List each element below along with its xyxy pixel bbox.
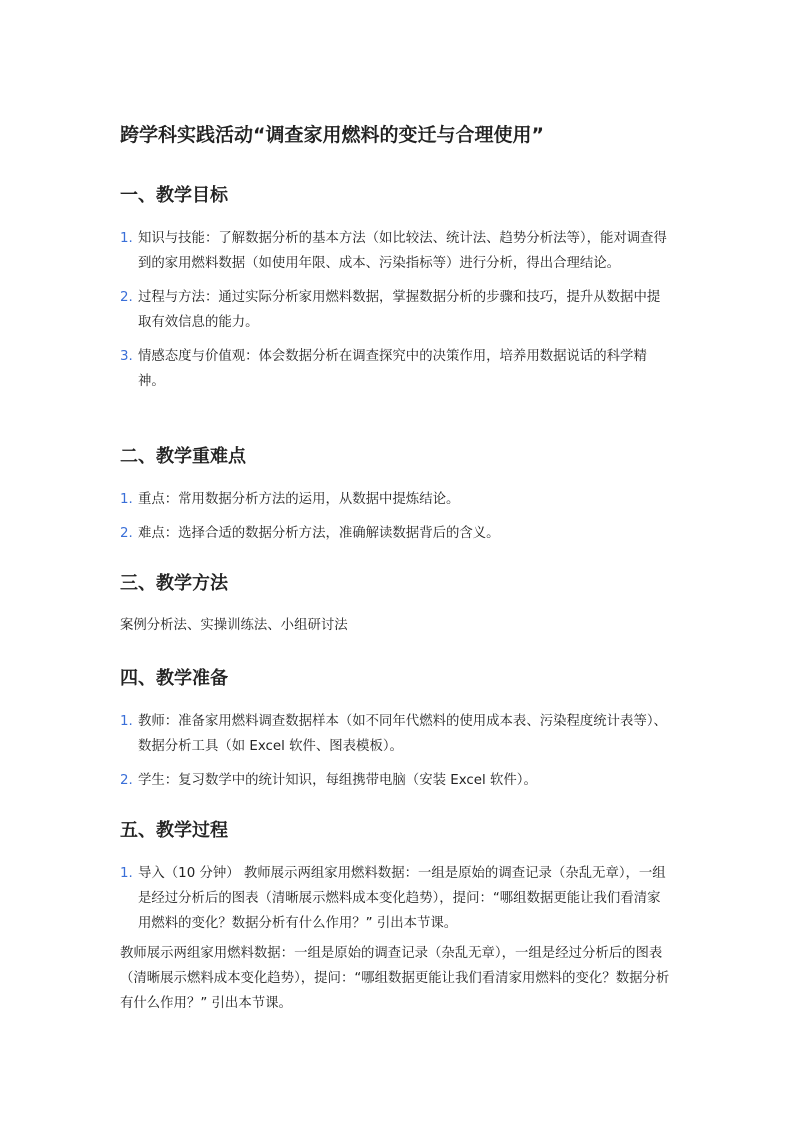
process-list — [120, 861, 672, 936]
section-teaching-goals — [120, 181, 672, 403]
list-number: 1. — [120, 492, 133, 507]
list-number: 1. — [120, 714, 133, 729]
list-item-text: 学生：复习数学中的统计知识，每组携带电脑（安装 Excel 软件）。 — [138, 773, 537, 788]
list-item-text: 重点：常用数据分析方法的运用，从数据中提炼结论。 — [138, 492, 460, 507]
key-points-list — [120, 487, 672, 546]
section-key-points — [120, 442, 672, 555]
list-item — [120, 861, 672, 936]
list-item — [120, 709, 672, 759]
list-number: 2. — [120, 290, 133, 305]
list-item-text: 导入（10 分钟） 教师展示两组家用燃料数据：一组是原始的调查记录（杂乱无章），一组是经过分析后的图表（清晰展示燃料成本变化趋势），提问：“哪组数据更能让我们看清家用燃料的变化？数据分析有什么作用？” 引出本节课。 — [138, 866, 666, 931]
list-number: 2. — [120, 526, 133, 541]
list-number: 1. — [120, 231, 133, 246]
list-item-text: 过程与方法：通过实际分析家用燃料数据，掌握数据分析的步骤和技巧，提升从数据中提取有效信息的能力。 — [138, 290, 661, 330]
list-item — [120, 285, 672, 335]
list-item-text: 知识与技能：了解数据分析的基本方法（如比较法、统计法、趋势分析法等），能对调查得到的家用燃料数据（如使用年限、成本、污染指标等）进行分析，得出合理结论。 — [138, 231, 667, 271]
goals-list — [120, 226, 672, 394]
section-heading: 四、教学准备 — [120, 668, 228, 689]
process-paragraph: 教师展示两组家用燃料数据：一组是原始的调查记录（杂乱无章），一组是经过分析后的图表（清晰展示燃料成本变化趋势），提问：“哪组数据更能让我们看清家用燃料的变化？数据分析有什么作用？” 引出本节课。 — [120, 946, 670, 1011]
document-title: 跨学科实践活动“调查家用燃料的变迁与合理使用” — [120, 124, 544, 146]
section-heading: 三、教学方法 — [120, 573, 228, 594]
list-item-text: 难点：选择合适的数据分析方法，准确解读数据背后的含义。 — [138, 526, 500, 541]
preparation-list — [120, 709, 672, 793]
section-heading: 一、教学目标 — [120, 185, 228, 206]
section-teaching-methods — [120, 569, 672, 638]
list-item — [120, 521, 672, 546]
list-item — [120, 226, 672, 276]
list-item — [120, 487, 672, 512]
list-number: 2. — [120, 773, 133, 788]
section-heading: 二、教学重难点 — [120, 446, 246, 467]
list-number: 1. — [120, 866, 133, 881]
section-teaching-process — [120, 816, 672, 1016]
list-number: 3. — [120, 349, 133, 364]
list-item-text: 情感态度与价值观：体会数据分析在调查探究中的决策作用，培养用数据说话的科学精神。 — [138, 349, 647, 389]
list-item-text: 教师：准备家用燃料调查数据样本（如不同年代燃料的使用成本表、污染程度统计表等）、数据分析工具（如 Excel 软件、图表模板）。 — [138, 714, 667, 754]
section-heading: 五、教学过程 — [120, 820, 228, 841]
list-item — [120, 344, 672, 394]
methods-paragraph: 案例分析法、实操训练法、小组研讨法 — [120, 618, 348, 633]
section-teaching-preparation — [120, 664, 672, 802]
list-item — [120, 768, 672, 793]
